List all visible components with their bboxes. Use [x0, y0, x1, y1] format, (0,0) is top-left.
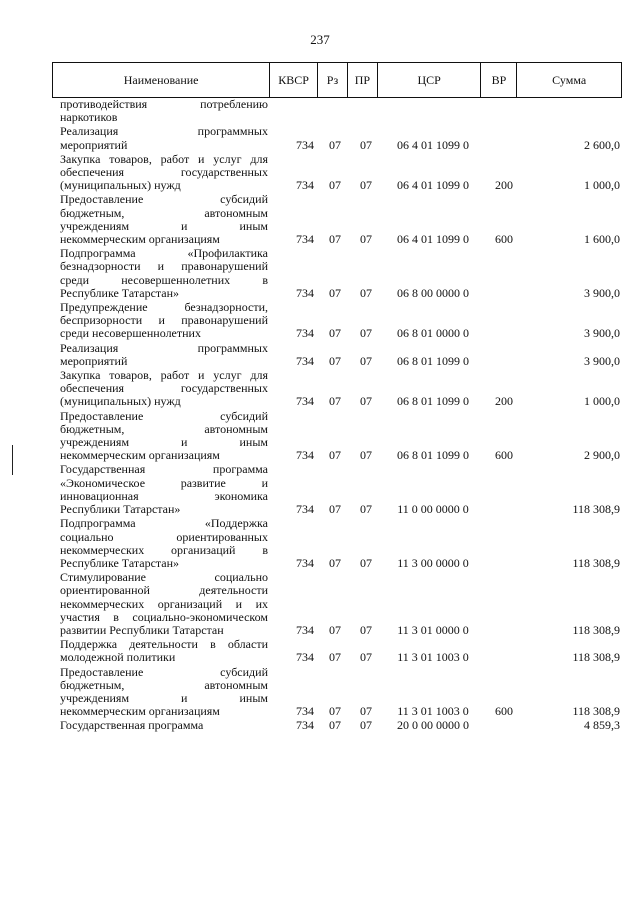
cell-kvsr: 734: [296, 326, 314, 341]
cell-kvsr: 734: [296, 622, 314, 637]
cell-pr: 07: [360, 555, 372, 570]
name-line: наркотиков: [60, 110, 118, 125]
table-header: [52, 62, 622, 98]
name-line: безнадзорности и правонарушений: [60, 259, 268, 274]
name-line: Реализация программных: [60, 124, 268, 139]
name-line: некоммерческих организаций в: [60, 542, 268, 557]
table-row: [52, 125, 622, 151]
name-line: некоммерческим организациям: [60, 704, 220, 719]
name-line: учреждениям и иным: [60, 218, 268, 233]
name-line: Закупка товаров, работ и услуг для: [60, 151, 268, 166]
cell-kvsr: 734: [296, 285, 314, 300]
cell-rz: 07: [329, 353, 341, 368]
cell-kvsr: 734: [296, 650, 314, 665]
page-number: 237: [310, 32, 330, 47]
table-row: [52, 638, 622, 664]
name-line: среди несовершеннолетних в: [60, 272, 268, 287]
cell-name: [52, 666, 270, 719]
cell-pr: 07: [360, 650, 372, 665]
name-line: обеспечения государственных: [60, 381, 268, 396]
margin-mark: [12, 445, 13, 475]
cell-kvsr: 734: [296, 555, 314, 570]
cell-pr: 07: [360, 232, 372, 247]
name-line: Закупка товаров, работ и услуг для: [60, 368, 268, 383]
cell-csr: 11 3 00 0000 0: [397, 555, 469, 570]
cell-csr: 06 4 01 1099 0: [397, 232, 469, 247]
cell-name: [52, 463, 270, 516]
header-vr: ВР: [481, 63, 517, 97]
cell-name: [52, 517, 270, 570]
table-row: [52, 153, 622, 193]
cell-rz: 07: [329, 555, 341, 570]
name-line: молодежной политики: [60, 650, 176, 665]
cell-csr: 11 3 01 1003 0: [397, 650, 469, 665]
name-line: бюджетным, автономным: [60, 421, 268, 436]
name-line: Предупреждение безнадзорности,: [60, 300, 268, 315]
cell-rz: 07: [329, 502, 341, 517]
name-line: инновационная экономика: [60, 488, 268, 503]
name-line: некоммерческих организаций и их: [60, 596, 268, 611]
cell-pr: 07: [360, 137, 372, 152]
cell-pr: 07: [360, 448, 372, 463]
header-csr: ЦСР: [378, 63, 482, 97]
cell-csr: 06 8 01 1099 0: [397, 394, 469, 409]
name-line: учреждениям и иным: [60, 690, 268, 705]
table-row: [52, 98, 622, 124]
name-line: участия в социально-экономическом: [60, 609, 268, 624]
cell-rz: 07: [329, 394, 341, 409]
cell-pr: 07: [360, 622, 372, 637]
cell-kvsr: 734: [296, 394, 314, 409]
name-line: мероприятий: [60, 353, 128, 368]
cell-rz: 07: [329, 718, 341, 733]
cell-sum: 118 308,9: [572, 622, 620, 637]
cell-sum: 1 000,0: [584, 178, 620, 193]
name-line: Поддержка деятельности в области: [60, 637, 268, 652]
table-row: [52, 247, 622, 300]
table-row: [52, 666, 622, 719]
cell-kvsr: 734: [296, 232, 314, 247]
cell-rz: 07: [329, 622, 341, 637]
name-line: Предоставление субсидий: [60, 408, 268, 423]
cell-pr: 07: [360, 285, 372, 300]
cell-name: [52, 247, 270, 300]
cell-sum: 2 600,0: [584, 137, 620, 152]
cell-sum: 118 308,9: [572, 555, 620, 570]
cell-sum: 4 859,3: [584, 718, 620, 733]
header-sum: Сумма: [552, 72, 587, 87]
cell-kvsr: 734: [296, 353, 314, 368]
cell-vr: 600: [495, 704, 513, 719]
cell-sum: 3 900,0: [584, 326, 620, 341]
cell-csr: 06 4 01 1099 0: [397, 178, 469, 193]
table-row: [52, 342, 622, 368]
name-line: бюджетным, автономным: [60, 677, 268, 692]
table-row: [52, 301, 622, 341]
cell-vr: 600: [495, 448, 513, 463]
cell-kvsr: 734: [296, 502, 314, 517]
table-row: [52, 463, 622, 516]
name-line: Государственная программа: [60, 718, 204, 733]
cell-kvsr: 734: [296, 178, 314, 193]
name-line: (муниципальных) нужд: [60, 394, 181, 409]
cell-sum: 1 000,0: [584, 394, 620, 409]
header-name: Наименование: [53, 63, 270, 97]
name-line: некоммерческим организациям: [60, 232, 220, 247]
name-line: Подпрограмма «Поддержка: [60, 516, 268, 531]
cell-pr: 07: [360, 353, 372, 368]
cell-rz: 07: [329, 448, 341, 463]
name-line: Государственная программа: [60, 462, 268, 477]
cell-pr: 07: [360, 502, 372, 517]
cell-pr: 07: [360, 326, 372, 341]
header-pr: ПР: [348, 63, 378, 97]
cell-vr: 200: [495, 394, 513, 409]
cell-name: [52, 125, 270, 151]
cell-csr: 11 0 00 0000 0: [397, 502, 469, 517]
cell-pr: 07: [360, 704, 372, 719]
cell-sum: 118 308,9: [572, 704, 620, 719]
name-line: развитии Республики Татарстан: [60, 622, 224, 637]
cell-rz: 07: [329, 650, 341, 665]
cell-sum: 118 308,9: [572, 502, 620, 517]
cell-sum: 2 900,0: [584, 448, 620, 463]
cell-rz: 07: [329, 178, 341, 193]
name-line: социально ориентированных: [60, 529, 268, 544]
cell-csr: 06 8 01 0000 0: [397, 326, 469, 341]
name-line: учреждениям и иным: [60, 435, 268, 450]
cell-name: [52, 719, 270, 732]
cell-sum: 3 900,0: [584, 285, 620, 300]
cell-pr: 07: [360, 394, 372, 409]
table-row: [52, 410, 622, 463]
name-line: Стимулирование социально: [60, 570, 268, 585]
budget-table: [52, 62, 622, 733]
table-body: [52, 98, 622, 733]
name-line: мероприятий: [60, 137, 128, 152]
table-row: [52, 369, 622, 409]
cell-name: [52, 410, 270, 463]
cell-name: [52, 571, 270, 637]
name-line: некоммерческим организациям: [60, 448, 220, 463]
cell-vr: 200: [495, 178, 513, 193]
name-line: Предоставление субсидий: [60, 192, 268, 207]
cell-rz: 07: [329, 326, 341, 341]
cell-csr: 20 0 00 0000 0: [397, 718, 469, 733]
cell-kvsr: 734: [296, 137, 314, 152]
header-rz: Рз: [318, 63, 348, 97]
cell-csr: 06 4 01 1099 0: [397, 137, 469, 152]
name-line: «Экономическое развитие и: [60, 475, 268, 490]
cell-sum: 118 308,9: [572, 650, 620, 665]
name-line: противодействия потреблению: [60, 97, 268, 111]
table-row: [52, 193, 622, 246]
cell-csr: 06 8 01 1099 0: [397, 448, 469, 463]
name-line: ориентированной деятельности: [60, 583, 268, 598]
cell-pr: 07: [360, 178, 372, 193]
cell-kvsr: 734: [296, 718, 314, 733]
name-line: (муниципальных) нужд: [60, 178, 181, 193]
name-line: Республики Татарстан»: [60, 502, 181, 517]
cell-name: [52, 98, 270, 124]
cell-csr: 11 3 01 0000 0: [397, 622, 469, 637]
cell-name: [52, 193, 270, 246]
cell-name: [52, 301, 270, 341]
name-line: Республике Татарстан»: [60, 285, 180, 300]
cell-sum: 1 600,0: [584, 232, 620, 247]
name-line: Предоставление субсидий: [60, 664, 268, 679]
cell-name: [52, 153, 270, 193]
cell-rz: 07: [329, 285, 341, 300]
cell-kvsr: 734: [296, 704, 314, 719]
cell-rz: 07: [329, 232, 341, 247]
name-line: обеспечения государственных: [60, 165, 268, 180]
cell-csr: 06 8 00 0000 0: [397, 285, 469, 300]
cell-name: [52, 369, 270, 409]
cell-pr: 07: [360, 718, 372, 733]
cell-sum: 3 900,0: [584, 353, 620, 368]
cell-rz: 07: [329, 704, 341, 719]
cell-csr: 11 3 01 1003 0: [397, 704, 469, 719]
name-line: Реализация программных: [60, 340, 268, 355]
name-line: Подпрограмма «Профилактика: [60, 246, 268, 261]
name-line: Республике Татарстан»: [60, 555, 180, 570]
cell-vr: 600: [495, 232, 513, 247]
name-line: бюджетным, автономным: [60, 205, 268, 220]
name-line: беспризорности и правонарушений: [60, 313, 268, 328]
table-row: [52, 517, 622, 570]
cell-csr: 06 8 01 1099 0: [397, 353, 469, 368]
cell-name: [52, 342, 270, 368]
cell-kvsr: 734: [296, 448, 314, 463]
cell-name: [52, 638, 270, 664]
name-line: среди несовершеннолетних: [60, 326, 201, 341]
header-kvsr: КВСР: [270, 63, 318, 97]
table-row: [52, 571, 622, 637]
cell-rz: 07: [329, 137, 341, 152]
table-row: [52, 719, 622, 732]
